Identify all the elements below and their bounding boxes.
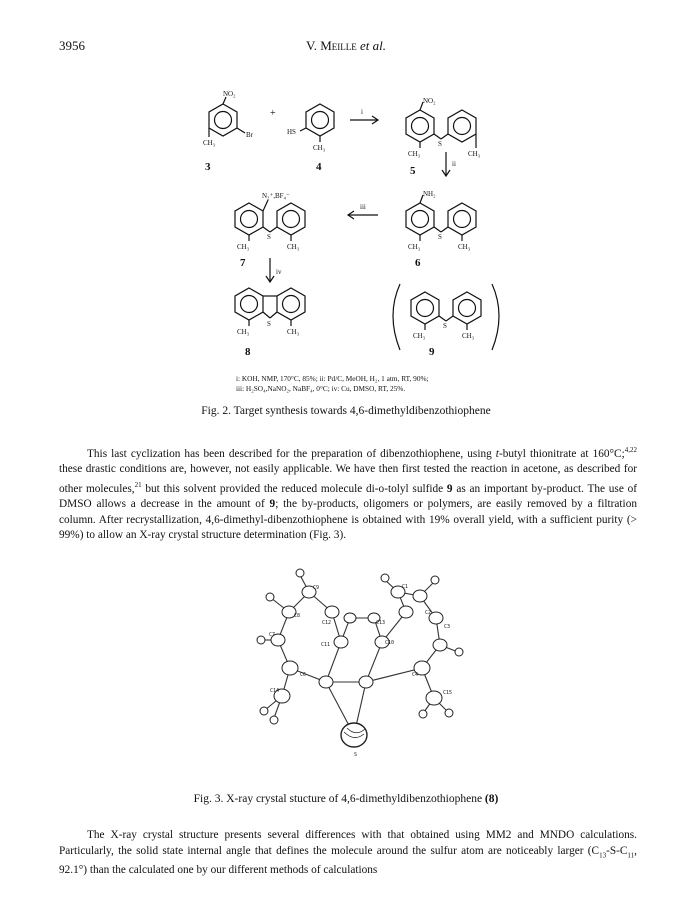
label-c3: C3: [444, 624, 451, 630]
diazonium-label: N₂⁺,BF₄⁻: [262, 192, 290, 200]
author-initial: V.: [305, 38, 317, 53]
ch3-label-5a: CH₃: [408, 150, 421, 158]
label-s: S: [354, 752, 358, 758]
s-label-9: S: [443, 322, 447, 330]
label-c8: C8: [294, 613, 301, 619]
label-c9: C9: [313, 585, 320, 591]
author-name: Meille: [320, 38, 357, 53]
author-suffix: et al.: [360, 38, 386, 53]
hs-label: HS: [287, 128, 296, 136]
ch3-label-4: CH₃: [313, 144, 326, 152]
step-ii: ii: [452, 160, 456, 168]
step-iii: iii: [360, 203, 366, 211]
label-c14: C14: [270, 688, 280, 694]
label-c2: C2: [425, 610, 432, 616]
nh2-label: NH₂: [423, 190, 436, 198]
label-c4: C4: [412, 672, 419, 678]
compound-9: 9: [429, 346, 435, 358]
ch3-label-6a: CH₃: [408, 243, 421, 251]
paragraph-2: The X-ray crystal structure presents several differences with that obtained using MM2 and MNDO calculations. Particularly, the solid state internal angle that defines the molecule around the sulfur atom are noticeably larger ($C_{13}-S-C_{11}$, 92.1°) than the calculated one by our different methods of calculations: [59, 829, 637, 877]
compound-8: 8: [245, 346, 251, 358]
conditions-line-2: iii: H₂SO₄,NaNO₂, NaBF₄, 0°C; iv: Cu, DMSO, RT, 25%.: [236, 384, 406, 393]
compound-3: 3: [205, 161, 211, 173]
label-c15: C15: [443, 690, 453, 696]
s-label-5: S: [438, 140, 442, 148]
ch3-label-3: CH₃: [203, 139, 216, 147]
compound-5: 5: [410, 165, 416, 177]
no2-label-3: NO₂: [223, 90, 236, 98]
paragraph-1: This last cyclization has been described for the preparation of dibenzothiophene, using t-butyl thionitrate at 160°C;$^{4,22}$ these drastic conditions are, however, not easily applicable. We have then first tested the reaction in acetone, as described for other molecules,$^{21}$ but this solvent provided the reduced molecule di-o-tolyl sulfide 9 as an important by-product. The use of DMSO allows a decrease in the amount of 9; the by-products, oligomers or polymers, are easily removed by a filtration column. After recrystallization, 4,6-dimethyl-dibenzothiophene is obtained with 19% overall yield, with a sufficient purity (> 99%) to allow an X-ray crystal structure determination (Fig. 3).: [59, 446, 637, 542]
plus-sign: +: [270, 108, 276, 119]
label-c7: C7: [269, 632, 276, 638]
fig2-caption: Fig. 2. Target synthesis towards 4,6-dimethyldibenzothiophene: [201, 405, 491, 417]
compound-6: 6: [415, 257, 421, 269]
ch3-label-6b: CH₃: [458, 243, 471, 251]
label-c10: C10: [385, 640, 395, 646]
compound-7: 7: [240, 257, 246, 269]
label-c6: C6: [300, 672, 307, 678]
ch3-label-8b: CH₃: [287, 328, 300, 336]
step-iv: iv: [276, 268, 282, 276]
s-label-6: S: [438, 233, 442, 241]
ch3-label-9a: CH₃: [413, 332, 426, 340]
label-c13: C13: [376, 620, 386, 626]
fig3-caption: Fig. 3. X-ray crystal stucture of 4,6-dimethyldibenzothiophene (8): [193, 793, 499, 805]
label-c12: C12: [322, 620, 332, 626]
ch3-label-9b: CH₃: [462, 332, 475, 340]
ch3-label-7a: CH₃: [237, 243, 250, 251]
ch3-label-7b: CH₃: [287, 243, 300, 251]
no2-label-5: NO₂: [423, 97, 436, 105]
br-label: Br: [246, 131, 253, 139]
page-number: 3956: [59, 38, 85, 53]
ch3-label-8a: CH₃: [237, 328, 250, 336]
compound-4: 4: [316, 161, 322, 173]
ch3-label-5b: CH₃: [468, 150, 481, 158]
label-c1: C1: [402, 584, 409, 590]
s-label-8: S: [267, 320, 271, 328]
s-label-7: S: [267, 233, 271, 241]
step-i: i: [361, 108, 363, 116]
label-c11: C11: [321, 642, 331, 648]
conditions-line-1: i: KOH, NMP, 170°C, 85%; ii: Pd/C, MeOH, H₂, 1 atm, RT, 90%;: [236, 374, 429, 383]
